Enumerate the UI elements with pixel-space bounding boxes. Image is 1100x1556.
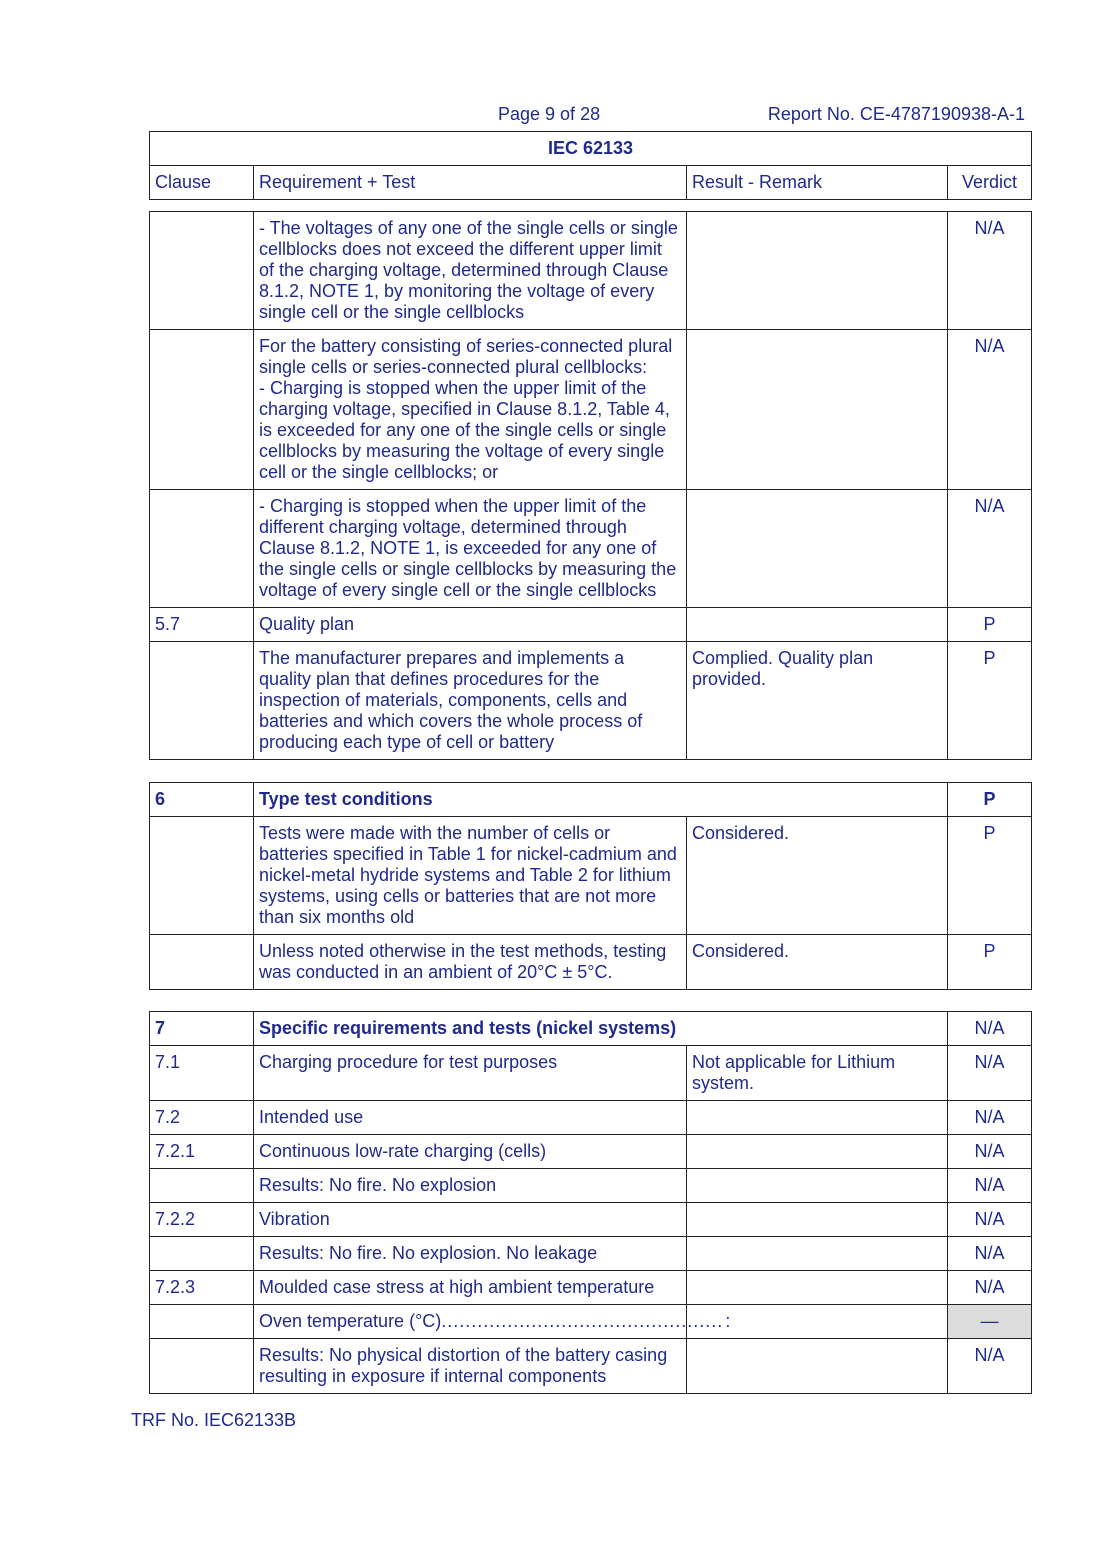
oven-temperature-label: Oven temperature (°C): [259, 1311, 442, 1331]
requirement-cell: The manufacturer prepares and implements a quality plan that defines procedures for the inspection of materials, components, cells and batteries and which covers the whole process of producing each type of cell or battery: [254, 642, 687, 760]
result-cell: Not applicable for Lithium system.: [687, 1046, 948, 1101]
section-verdict: N/A: [948, 1012, 1032, 1046]
table-row: [150, 642, 1032, 760]
clause-cell: [150, 1339, 254, 1394]
verdict-cell: N/A: [948, 1046, 1032, 1101]
section-clause: 7: [150, 1012, 254, 1046]
requirement-cell: - Charging is stopped when the upper limit of the different charging voltage, determined through Clause 8.1.2, NOTE 1, is exceeded for any one of the single cells or single cellblocks by measuring the voltage of every single cell or the single cellblocks: [254, 490, 687, 608]
result-cell: [687, 490, 948, 608]
requirement-cell: Results: No physical distortion of the battery casing resulting in exposure if internal components: [254, 1339, 687, 1394]
table-row: [150, 212, 1032, 330]
clause-cell: [150, 490, 254, 608]
verdict-cell: N/A: [948, 1135, 1032, 1169]
verdict-cell: N/A: [948, 1339, 1032, 1394]
clause-6-rows: [150, 817, 1032, 990]
clause-cell: [150, 1169, 254, 1203]
table-row: [150, 1046, 1032, 1101]
result-cell: [687, 330, 948, 490]
clause-7-rows: [150, 1046, 1032, 1305]
section-heading-row: [150, 1012, 1032, 1046]
column-header-requirement: Requirement + Test: [254, 166, 687, 200]
clause-cell: 7.2.1: [150, 1135, 254, 1169]
column-header-clause: Clause: [150, 166, 254, 200]
requirement-cell: Results: No fire. No explosion: [254, 1169, 687, 1203]
result-cell: [687, 1169, 948, 1203]
requirement-cell: [254, 1305, 731, 1339]
result-cell: [687, 1203, 948, 1237]
requirement-cell: Quality plan: [254, 608, 687, 642]
result-cell: [687, 1135, 948, 1169]
section-clause: 6: [150, 783, 254, 817]
verdict-cell: N/A: [948, 1203, 1032, 1237]
clause-cell: [150, 817, 254, 935]
verdict-cell: N/A: [948, 490, 1032, 608]
requirement-cell: Continuous low-rate charging (cells): [254, 1135, 687, 1169]
report-number: Report No. CE-4787190938-A-1: [767, 104, 1025, 124]
section-title: Type test conditions: [254, 783, 948, 817]
verdict-cell: P: [948, 642, 1032, 760]
result-cell: [687, 608, 948, 642]
table-row: [150, 490, 1032, 608]
column-header-result: Result - Remark: [687, 166, 948, 200]
verdict-cell: N/A: [948, 212, 1032, 330]
requirement-cell: Unless noted otherwise in the test methods, testing was conducted in an ambient of 20°C ± 5°C.: [254, 935, 687, 990]
column-header-verdict: Verdict: [948, 166, 1032, 200]
clause-cell: [150, 642, 254, 760]
requirement-cell: Charging procedure for test purposes: [254, 1046, 687, 1101]
section-title: Specific requirements and tests (nickel systems): [254, 1012, 948, 1046]
table-row: [150, 1169, 1032, 1203]
result-cell: [687, 1271, 948, 1305]
clause-cell: [150, 1305, 254, 1339]
page-header: [0, 104, 1100, 128]
result-cell: Considered.: [687, 817, 948, 935]
table-row: [150, 1305, 1032, 1339]
clause-cell: [150, 212, 254, 330]
clause-5-rows: [150, 212, 1032, 760]
verdict-cell: N/A: [948, 1169, 1032, 1203]
verdict-cell: N/A: [948, 330, 1032, 490]
table-row: [150, 608, 1032, 642]
table-row: [150, 1135, 1032, 1169]
clause-cell: [150, 935, 254, 990]
clause-cell: 5.7: [150, 608, 254, 642]
result-cell: [687, 1237, 948, 1271]
clause-cell: 7.1: [150, 1046, 254, 1101]
clause-cell: 7.2: [150, 1101, 254, 1135]
standard-header-table: [149, 131, 1032, 200]
standard-title: IEC 62133: [150, 132, 1032, 166]
dot-leader: ...............................................: [441, 1311, 724, 1331]
verdict-cell: N/A: [948, 1237, 1032, 1271]
clause-cell: [150, 330, 254, 490]
requirement-cell: Vibration: [254, 1203, 687, 1237]
trf-number: TRF No. IEC62133B: [131, 1410, 297, 1430]
result-cell: [687, 1101, 948, 1135]
verdict-cell: P: [948, 817, 1032, 935]
verdict-cell: P: [948, 935, 1032, 990]
result-cell: [687, 1339, 948, 1394]
result-cell: [687, 212, 948, 330]
table-row: [150, 817, 1032, 935]
table-row: [150, 1101, 1032, 1135]
clause-6-table: [149, 782, 1032, 990]
verdict-cell: N/A: [948, 1271, 1032, 1305]
clause-cell: 7.2.2: [150, 1203, 254, 1237]
requirement-cell: Intended use: [254, 1101, 687, 1135]
requirement-cell: - The voltages of any one of the single cells or single cellblocks does not exceed the different upper limit of the charging voltage, determined through Clause 8.1.2, NOTE 1, by monitoring the voltage of every single cell or the single cellblocks: [254, 212, 687, 330]
table-row: [150, 1271, 1032, 1305]
section-verdict: P: [948, 783, 1032, 817]
colon: :: [725, 1311, 731, 1331]
table-row: [150, 1203, 1032, 1237]
section-heading-row: [150, 783, 1032, 817]
result-cell: Considered.: [687, 935, 948, 990]
requirement-cell: Moulded case stress at high ambient temperature: [254, 1271, 687, 1305]
result-cell: Complied. Quality plan provided.: [687, 642, 948, 760]
requirement-cell: For the battery consisting of series-connected plural single cells or series-connected plural cellblocks: - Charging is stopped when the upper limit of the charging voltage, specified in Clause 8.1.2, Table 4, is exceeded for any one of the single cells or single cellblocks by measuring the voltage of every single cell or the single cellblocks; or: [254, 330, 687, 490]
table-row: [150, 1237, 1032, 1271]
clause-5-table: [149, 211, 1032, 760]
verdict-cell: N/A: [948, 1101, 1032, 1135]
requirement-cell: Tests were made with the number of cells or batteries specified in Table 1 for nickel-cadmium and nickel-metal hydride systems and Table 2 for lithium systems, using cells or batteries that are not more than six months old: [254, 817, 687, 935]
page-number: Page 9 of 28: [498, 104, 601, 124]
verdict-cell: —: [948, 1305, 1032, 1339]
clause-7-table: [149, 1011, 1032, 1394]
verdict-cell: P: [948, 608, 1032, 642]
table-row: [150, 935, 1032, 990]
requirement-cell: Results: No fire. No explosion. No leakage: [254, 1237, 687, 1271]
table-row: [150, 1339, 1032, 1394]
clause-cell: 7.2.3: [150, 1271, 254, 1305]
table-row: [150, 330, 1032, 490]
clause-cell: [150, 1237, 254, 1271]
